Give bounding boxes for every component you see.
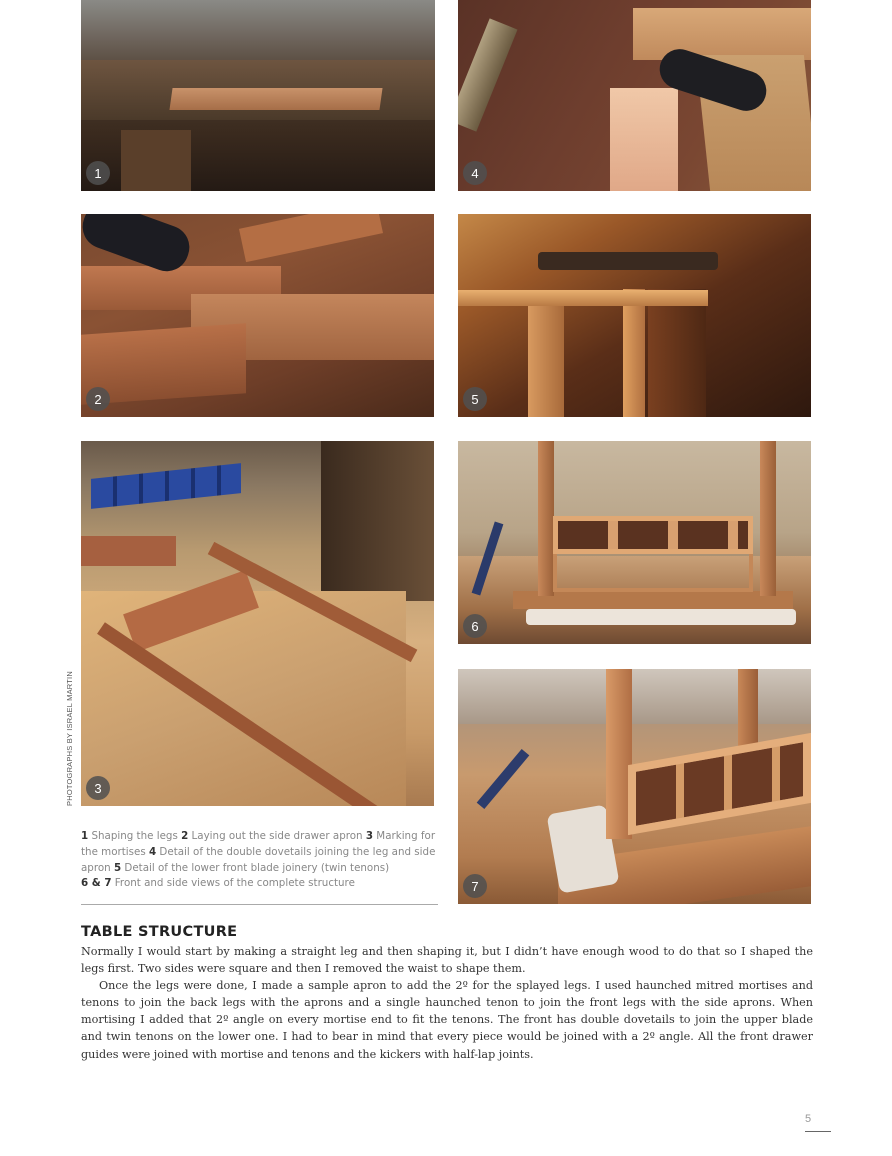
photo-detail-drill [477, 749, 530, 809]
caption-number: 6 & 7 [81, 877, 112, 890]
photo-double-dovetails [458, 0, 811, 191]
photo-number-badge: 2 [86, 387, 110, 411]
photo-detail-leg [538, 441, 554, 596]
caption-text: Marking for the mortises [81, 830, 436, 858]
caption-text: Detail of the double dovetails joining the leg and side apron [81, 845, 436, 874]
caption-number: 5 [113, 861, 122, 874]
photo-detail-saw [458, 18, 518, 131]
photo-detail-wall [321, 441, 434, 601]
photo-credit: PHOTOGRAPHS BY ISRAEL MARTIN [65, 671, 74, 806]
caption-divider [81, 904, 438, 905]
page-number: 5 [805, 1113, 812, 1125]
photo-side-drawer-apron [81, 214, 434, 417]
photo-twin-tenons [458, 214, 811, 417]
caption-text: Detail of the lower front blade joinery (twin tenons) [121, 861, 390, 874]
photo-detail-strip [239, 214, 383, 262]
photo-shaping-legs [81, 0, 435, 191]
photo-detail-frame [528, 294, 564, 417]
body-paragraph: Normally I would start by making a straight leg and then shaping it, but I didn’t have enough wood to do that so I shaped the legs first. Two sides were square and then I removed the waist to shape them. [81, 945, 813, 976]
photo-detail-rail [458, 290, 708, 306]
photo-detail-fleece [526, 609, 796, 625]
photo-detail-wall [458, 669, 811, 724]
caption-number: 3 [365, 830, 374, 842]
photo-detail-dovetail-piece [610, 88, 678, 191]
photo-captions [81, 829, 437, 892]
photo-front-view [458, 441, 811, 644]
caption-text: Front and side views of the complete structure [111, 877, 355, 890]
photo-detail-frame [628, 733, 811, 835]
section-heading: TABLE STRUCTURE [81, 924, 238, 940]
photo-detail-frame [623, 289, 645, 417]
article-body [81, 943, 813, 1063]
photo-detail-board [81, 536, 176, 566]
photo-number-badge: 7 [463, 874, 487, 898]
photo-detail-plane [538, 252, 718, 270]
photo-detail-frame [553, 516, 753, 554]
photo-detail-lower-frame [553, 554, 753, 592]
caption-number: 4 [148, 845, 157, 858]
photo-number-badge: 4 [463, 161, 487, 185]
photo-number-badge: 6 [463, 614, 487, 638]
photo-side-view [458, 669, 811, 904]
caption-text: Laying out the side drawer apron [188, 830, 366, 842]
photo-number-badge: 3 [86, 776, 110, 800]
page-number-rule [805, 1131, 831, 1132]
photo-number-badge: 1 [86, 161, 110, 185]
photo-detail-leg [121, 130, 191, 191]
caption-text: Shaping the legs [88, 830, 182, 842]
photo-detail-bins [91, 463, 241, 509]
photo-marking-mortises [81, 441, 434, 806]
photo-number-badge: 5 [463, 387, 487, 411]
caption-number: 1 [81, 830, 89, 842]
body-paragraph: Once the legs were done, I made a sample apron to add the 2º for the splayed legs. I used haunched mitred mortises and tenons to join the back legs with the aprons and a single haunched tenon to join the front legs with the side aprons. When mortising I added that 2º angle on every mortise end to fit the tenons. The front has double dovetails to join the upper blade and twin tenons on the lower one. I had to bear in mind that every piece would be joined with a 2º angle. All the front drawer guides were joined with mortise and tenons and the kickers with half-lap joints. [81, 979, 813, 1061]
photo-detail-block [633, 8, 811, 60]
photo-detail-base [513, 591, 793, 609]
photo-detail-boards [169, 88, 382, 110]
photo-detail-frame [648, 289, 706, 417]
photo-detail-leg [760, 441, 776, 596]
caption-number: 2 [181, 830, 189, 842]
